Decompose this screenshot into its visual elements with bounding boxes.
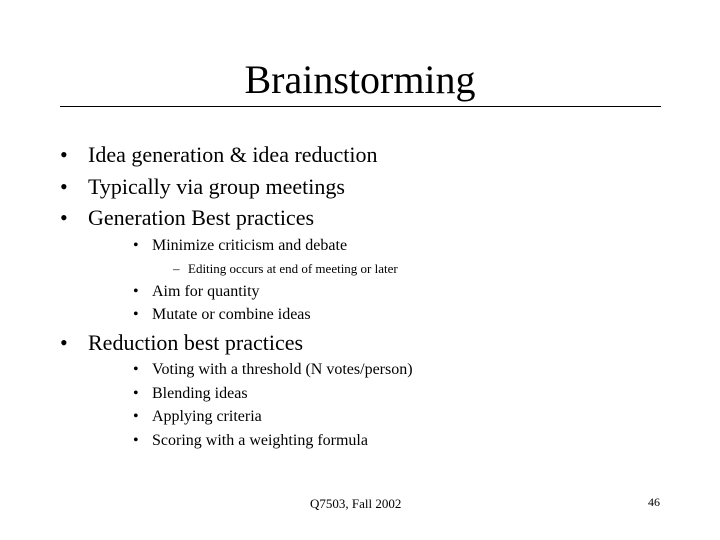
list-item-text: Typically via group meetings: [88, 174, 345, 199]
list-item: [133, 431, 368, 451]
list-item-text: Minimize criticism and debate: [152, 237, 348, 254]
list-item-text: Idea generation & idea reduction: [88, 142, 378, 167]
list-item: [133, 360, 413, 380]
list-item-text: Editing occurs at end of meeting or later: [188, 261, 398, 276]
list-item: [60, 330, 303, 356]
bullet-glyph: •: [60, 205, 68, 230]
bullet-glyph: •: [133, 361, 139, 378]
list-item: [173, 261, 398, 277]
dash-glyph: –: [173, 261, 180, 276]
list-item: [60, 174, 345, 200]
bullet-glyph: •: [60, 142, 68, 167]
bullet-glyph: •: [60, 330, 68, 355]
list-item: [133, 282, 260, 302]
bullet-glyph: •: [133, 408, 139, 425]
list-item: [133, 407, 262, 427]
bullet-glyph: •: [60, 174, 68, 199]
bullet-glyph: •: [133, 385, 139, 402]
bullet-glyph: •: [133, 283, 139, 300]
list-item: [60, 205, 314, 231]
list-item-text: Applying criteria: [152, 408, 262, 425]
list-item: [133, 305, 311, 325]
list-item-text: Scoring with a weighting formula: [152, 432, 368, 449]
bullet-glyph: •: [133, 432, 139, 449]
list-item-text: Generation Best practices: [88, 205, 315, 230]
bullet-glyph: •: [133, 237, 139, 254]
list-item-text: Mutate or combine ideas: [152, 306, 311, 323]
list-item-text: Voting with a threshold (N votes/person): [152, 361, 413, 378]
bullet-glyph: •: [133, 306, 139, 323]
list-item: [60, 142, 378, 168]
list-item: [133, 236, 347, 256]
list-item-text: Reduction best practices: [88, 330, 304, 355]
list-item: [133, 384, 248, 404]
title-rule: [60, 106, 661, 107]
slide-title: Brainstorming: [244, 57, 476, 102]
list-item-text: Blending ideas: [152, 385, 248, 402]
list-item-text: Aim for quantity: [152, 283, 260, 300]
page-number: 46: [648, 495, 660, 509]
slide-footer: Q7503, Fall 2002: [310, 496, 402, 511]
